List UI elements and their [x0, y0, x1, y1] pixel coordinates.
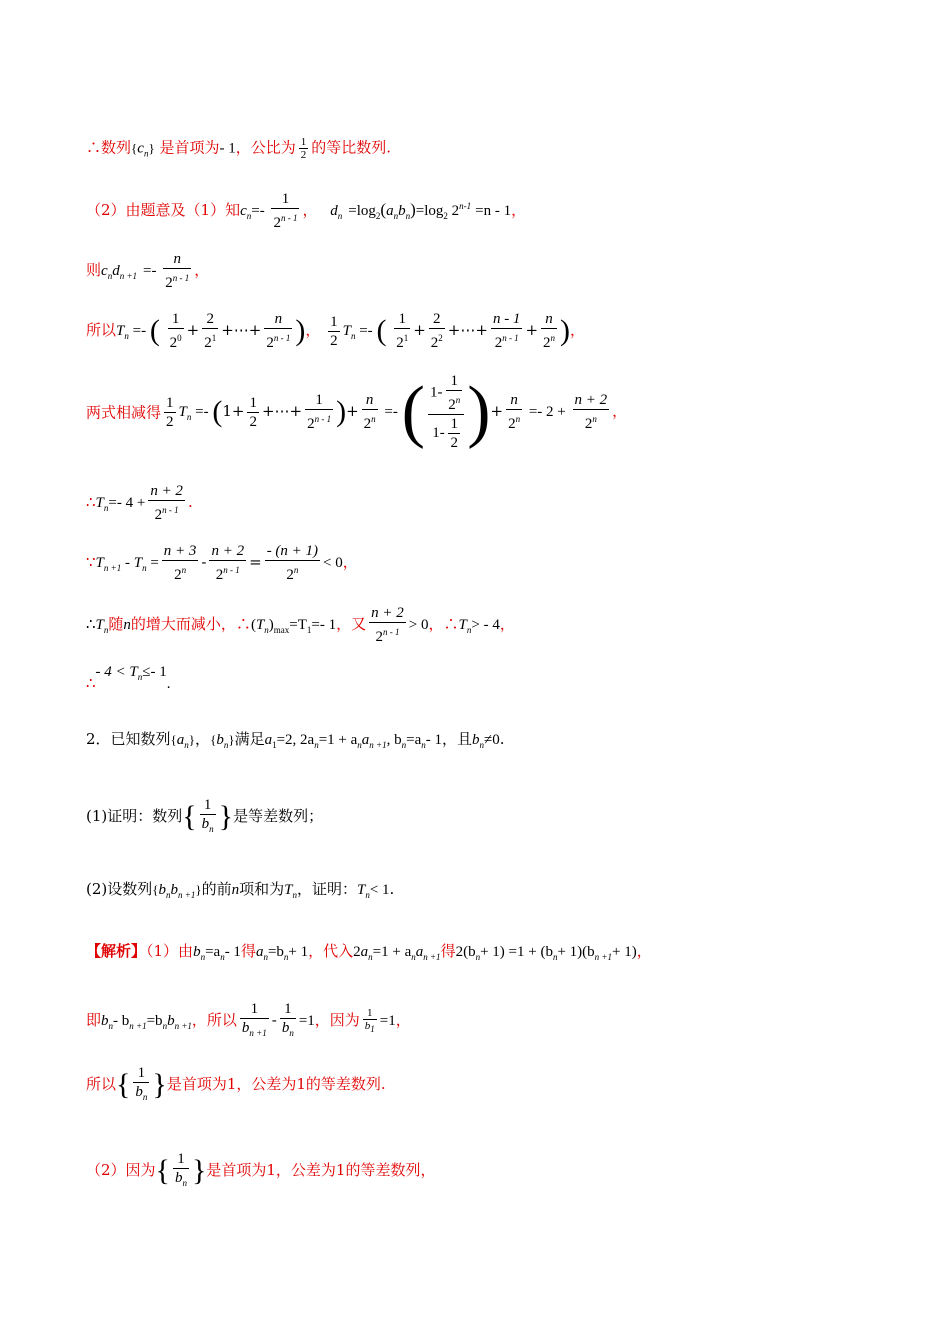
line-6: $\therefore T_n=-$ 4 + $\frac{n + 2}{2^{n - 1}}$ . — [86, 483, 193, 523]
math-c: c — [137, 140, 144, 157]
line-13: 【解析】（1）由$b_n=a_n-$ 1得$a_n=b_n+ 1$，代入$2a_n=1 + a_na_{n +1}$得$2(b_n+ 1) =1 + (b_n+ 1)(b_{n +1}+ 1)$， — [86, 942, 652, 962]
line-8: $\therefore T_n$随n的增大而减小，$\therefore(T_n)_{max}=T_1=-$ 1，又 $\frac{n + 2}{2^{n - 1}}$ > 0，$\therefore T_n> - 4$， — [86, 605, 515, 645]
fraction: $\frac{n}{2^{n - 1}}$ — [165, 251, 190, 291]
line-1: ∴数列$\{c_n\}$ 是首项为- 1，公比为 $\frac{1}{2}$ 的等比数列. — [86, 136, 392, 161]
fraction: $\frac{1}{2^{n - 1}}$ — [273, 191, 298, 231]
line-16: （2）因为{ $\frac{1}{b_n}$ }是首项为1，公差为1的等差数列， — [86, 1150, 435, 1192]
line-4: 所以$T_n$ =- ( $\frac{1}{2^0}$ + $\frac{2}{2^1}$ +⋯+ $\frac{n}{2^{n - 1}}$ )， $\frac{1}{2}$ $T_n$ =- ( $\frac{1}{2^1}$ + $\frac{2}{2^2}$ +⋯+ $\frac{n - 1}{2^{n - 1}}$ + $\frac{n}{2^n}$ )， — [86, 311, 586, 351]
fraction: $\frac{1}{2}$ — [300, 136, 307, 161]
line-14: 即$b_n-$ $b_{n +1}=b_nb_{n +1}$，所以 $\frac{1}{b_{n +1}}$ - $\frac{1}{b_n}$ =1，因为 $\frac{1}{b_1}$ =1， — [86, 1000, 411, 1042]
line-2: （2）由题意及（1）知$c_n=-$ $\frac{1}{2^{n - 1}}$ ， $d_n =\log_2(a_nb_n)=\log_2$ $2^{n-1} =n - 1$， — [86, 191, 527, 231]
text: ∴数列 — [86, 138, 132, 157]
text: ，公比为 — [235, 138, 296, 157]
line-5: 两式相减得 $\frac{1}{2}$ $T_n =- (1+$ $\frac{1}{2}$ +⋯+ $\frac{1}{2^{n - 1}}$ )+ $\frac{n}{2^n}$ =- ( 1- $\frac{1}{2^n}$ 1- $\frac{1}{2}$ )+ $\frac{n}{2^n}$ =- 2 + $\frac{n + 2}{2^n}$ ， — [86, 373, 628, 451]
text: （2）由题意及（1）知 — [86, 201, 241, 219]
line-7: $\because T_{n +1} - T_n$ = $\frac{n + 3}{2^n}$ - $\frac{n + 2}{2^{n - 1}}$ = $\frac{- (n + 1)}{2^n}$ < 0， — [86, 543, 358, 583]
line-11: (1)证明：数列{ $\frac{1}{b_n}$ }是等差数列； — [86, 796, 323, 838]
value: - 1 — [219, 140, 236, 157]
line-10: 2．已知数列$\{a_n\}$，$\{b_n\}$满足$a_1=2$, $2a_n=1 + a_na_{n +1}$, $b_n=a_n-$ 1，且$b_n\ne 0$. — [86, 730, 505, 750]
line-3: 则$c_nd_{n +1}$ =- $\frac{n}{2^{n - 1}}$ ， — [86, 251, 210, 291]
line-9: ∴- $4 < T_n\le-$ 1. — [86, 664, 171, 692]
line-15: 所以{ $\frac{1}{b_n}$ }是首项为1，公差为1的等差数列. — [86, 1064, 386, 1106]
text: 是首项为 — [159, 138, 220, 157]
line-12: (2)设数列$\{b_nb_{n +1}\}$的前n项和为$T_n$，证明：$T_n< 1$. — [86, 880, 395, 900]
text: 的等比数列. — [311, 138, 392, 157]
